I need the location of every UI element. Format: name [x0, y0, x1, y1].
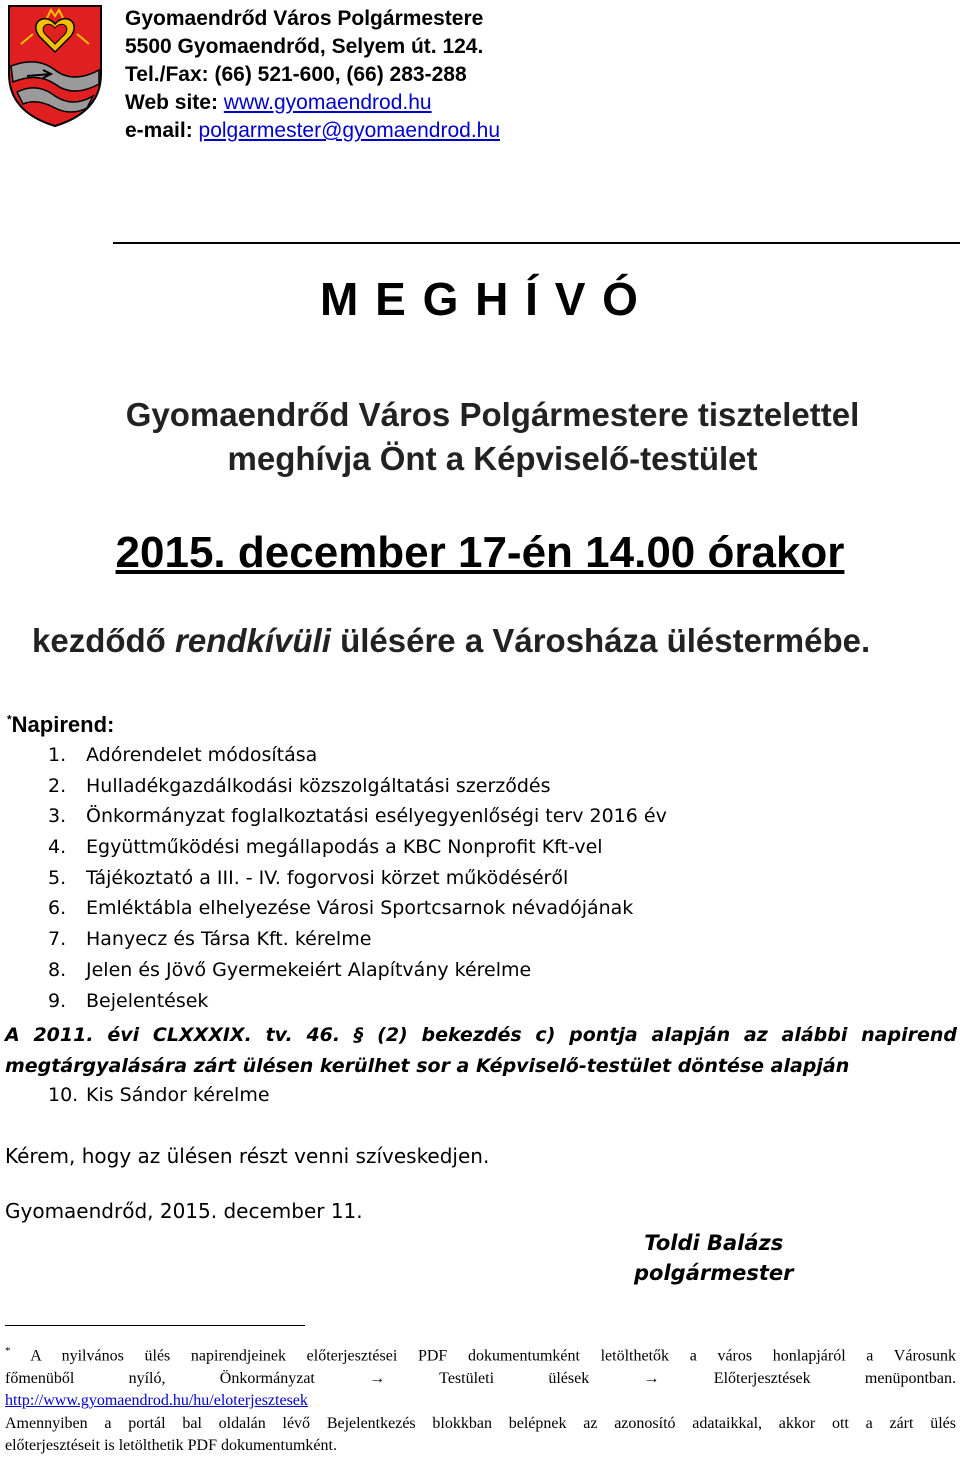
- agenda-item: [48, 740, 667, 771]
- agenda-item-text: Hanyecz és Társa Kft. kérelme: [86, 928, 372, 951]
- website-label: Web site:: [125, 91, 224, 114]
- agenda-item-number: 10.: [48, 1084, 79, 1106]
- agenda-item-text: Önkormányzat foglalkoztatási esélyegyenlőségi terv 2016 év: [86, 805, 667, 828]
- agenda-item-number: 9.: [48, 989, 67, 1012]
- arrow-right-icon: →: [369, 1369, 386, 1387]
- session-prefix: kezdődő: [32, 622, 176, 659]
- coat-of-arms-icon: [7, 4, 103, 128]
- header-divider: [113, 242, 960, 244]
- agenda-item: [48, 893, 667, 924]
- agenda-item-text: Bejelentések: [86, 989, 209, 1012]
- agenda-item-number: 3.: [48, 805, 67, 828]
- footnote-divider: [5, 1325, 305, 1326]
- agenda-item-number: 6.: [48, 897, 67, 920]
- arrow-right-icon: →: [643, 1369, 660, 1387]
- agenda-item-text: Hulladékgazdálkodási közszolgáltatási szerződés: [86, 774, 551, 797]
- footnote: [5, 1340, 956, 1458]
- agenda-item-text: Emléktábla elhelyezése Városi Sportcsarnok névadójának: [86, 897, 634, 920]
- agenda-item-text: Együttműködési megállapodás a KBC Nonprofit Kft-vel: [86, 836, 603, 859]
- attendance-request: Kérem, hogy az ülésen részt venni szíveskedjen.: [5, 1144, 490, 1168]
- agenda-label: Napirend:: [11, 712, 115, 737]
- agenda-item: [48, 955, 667, 986]
- footnote-menu-path-1: főmenüből nyíló, Önkormányzat: [5, 1369, 315, 1387]
- session-suffix: ülésére a Városháza üléstermébe.: [330, 622, 871, 659]
- agenda-item: [48, 986, 667, 1017]
- email-label: e-mail:: [125, 119, 199, 142]
- agenda-item: [48, 771, 667, 802]
- closed-agenda-item: [48, 1080, 270, 1110]
- agenda-item-text: Tájékoztató a III. - IV. fogorvosi körzet működéséről: [86, 866, 569, 889]
- footnote-marker: *: [5, 1345, 11, 1357]
- footnote-line-4: Amennyiben a portál bal oldalán lévő Bejelentkezés blokkban belépnek az azonosító adataikkal, akkor ott a zárt ülés: [5, 1414, 956, 1432]
- letterhead: [125, 5, 500, 145]
- agenda-item-number: 1.: [48, 744, 67, 766]
- agenda-item-number: 8.: [48, 958, 67, 981]
- email-link[interactable]: polgarmester@gyomaendrod.hu: [198, 119, 501, 142]
- agenda-list: [48, 740, 667, 1016]
- agenda-item-text: Jelen és Jövő Gyermekeiért Alapítvány kérelme: [86, 958, 532, 981]
- agenda-item: [48, 924, 667, 955]
- sender-name: Gyomaendrőd Város Polgármestere: [125, 7, 484, 30]
- footnote-line-3: [5, 1390, 956, 1413]
- footnote-text-1: A nyilvános ülés napirendjeinek előterjesztései PDF dokumentumként letölthetők a város honlapjáról a Városunk: [10, 1347, 956, 1365]
- meeting-datetime: 2015. december 17-én 14.00 órakor: [115, 528, 845, 577]
- sender-address: 5500 Gyomaendrőd, Selyem út. 124.: [125, 35, 484, 58]
- session-emphasis: rendkívüli: [175, 622, 331, 659]
- agenda-item-number: 2.: [48, 774, 67, 797]
- place-and-date: Gyomaendrőd, 2015. december 11.: [5, 1199, 363, 1223]
- website-link[interactable]: www.gyomaendrod.hu: [223, 91, 432, 114]
- agenda-item: [48, 832, 667, 863]
- agenda-heading: [7, 712, 114, 738]
- agenda-item-text: Kis Sándor kérelme: [86, 1084, 270, 1106]
- agenda-item: [48, 801, 667, 832]
- signature-block: [634, 1228, 793, 1288]
- email-row: [125, 117, 500, 145]
- signatory-role: polgármester: [634, 1261, 794, 1285]
- intro-line-1: Gyomaendrőd Város Polgármestere tisztelettel: [125, 396, 860, 433]
- footnote-line-5: előterjesztéseit is letölthetik PDF dokumentumként.: [5, 1437, 337, 1455]
- agenda-item-number: 5.: [48, 866, 67, 889]
- website-row: [125, 89, 500, 117]
- intro-line-2: meghívja Önt a Képviselő-testület: [227, 440, 758, 477]
- signatory-name: Toldi Balázs: [644, 1231, 784, 1255]
- invitation-intro: [0, 393, 960, 481]
- footnote-menu-path-2: Testületi ülések: [439, 1369, 590, 1387]
- session-description: [32, 622, 870, 660]
- agenda-item-number: 4.: [48, 836, 67, 859]
- agenda-item: [48, 863, 667, 894]
- footnote-line-2: [5, 1368, 956, 1391]
- footnote-link[interactable]: http://www.gyomaendrod.hu/hu/eloterjesztesek: [5, 1392, 308, 1410]
- agenda-item-number: 7.: [48, 928, 67, 951]
- agenda-item-text: Adórendelet módosítása: [86, 744, 318, 766]
- footnote-line-1: [5, 1340, 956, 1368]
- document-title: M E G H Í V Ó: [320, 273, 640, 325]
- footnote-marker: *: [7, 712, 12, 727]
- closed-session-note: A 2011. évi CLXXXIX. tv. 46. § (2) bekezdés c) pontja alapján az alábbi napirend megtárgyalására zárt ülésen kerülhet sor a Képviselő-testület döntése alapján: [5, 1024, 957, 1077]
- footnote-menu-path-3: Előterjesztések menüpontban.: [713, 1369, 957, 1387]
- sender-phone: Tel./Fax: (66) 521-600, (66) 283-288: [125, 63, 467, 86]
